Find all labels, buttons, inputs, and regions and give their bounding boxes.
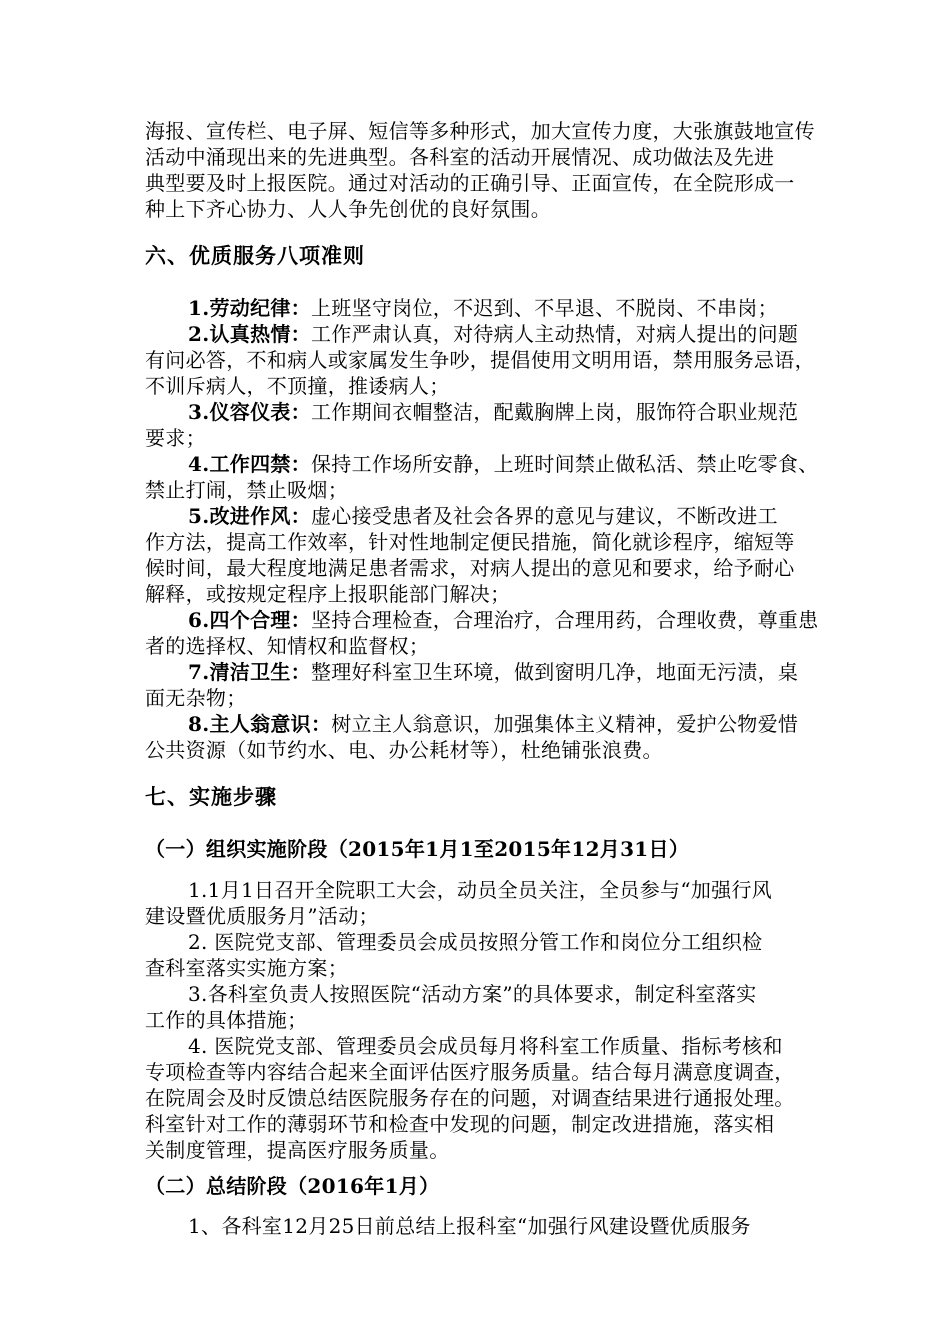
rule-label: 5.改进作风： — [188, 504, 311, 528]
rule-text: 工作严肃认真，对待病人主动热情，对病人提出的问题 — [310, 322, 799, 346]
step-item: 1.1月1日召开全院职工大会，动员全员关注，全员参与“加强行风 — [188, 878, 773, 902]
step-text-line: 建设暨优质服务月”活动； — [145, 904, 379, 928]
step-item: 4. 医院党支部、管理委员会成员每月将科室工作质量、指标考核和 — [188, 1034, 783, 1058]
rule-label: 7.清洁卫生： — [188, 660, 311, 684]
rule-text-line: 作方法，提高工作效率，针对性地制定便民措施，简化就诊程序，缩短等 — [145, 530, 795, 554]
step-text-line: 查科室落实实施方案； — [145, 956, 348, 980]
rule-item — [188, 607, 838, 633]
step-item: 1、各科室12月25日前总结上报科室“加强行风建设暨优质服务 — [188, 1214, 751, 1238]
rule-label: 3.仪容仪表： — [188, 400, 311, 424]
rule-item — [188, 295, 838, 321]
rule-text-line: 禁止打闹，禁止吸烟； — [145, 478, 348, 502]
rule-text: 工作期间衣帽整洁，配戴胸牌上岗，服饰符合职业规范 — [310, 400, 799, 424]
rule-label: 1.劳动纪律： — [188, 296, 311, 320]
section-7-heading: 七、实施步骤 — [145, 784, 277, 809]
rule-text-line: 要求； — [145, 426, 206, 450]
rule-text-line: 公共资源（如节约水、电、办公耗材等），杜绝铺张浪费。 — [145, 738, 663, 762]
rule-text: 树立主人翁意识，加强集体主义精神，爱护公物爱惜 — [331, 712, 799, 736]
rule-item — [188, 659, 838, 685]
rule-item — [188, 399, 838, 425]
rule-label: 8.主人翁意识： — [188, 712, 332, 736]
step-item: 2. 医院党支部、管理委员会成员按照分管工作和岗位分工组织检 — [188, 930, 763, 954]
rule-text-line: 者的选择权、知情权和监督权； — [145, 634, 430, 658]
rule-text-line: 不训斥病人，不顶撞，推诿病人； — [145, 374, 450, 398]
rule-text: 坚持合理检查，合理治疗，合理用药，合理收费，尊重患 — [310, 608, 819, 632]
step-text-line: 科室针对工作的薄弱环节和检查中发现的问题，制定改进措施，落实相 — [145, 1112, 775, 1136]
section-6-heading: 六、优质服务八项准则 — [145, 243, 365, 268]
rule-text-line: 有问必答，不和病人或家属发生争吵，提倡使用文明用语，禁用服务忌语， — [145, 348, 815, 372]
rule-text-line: 候时间，最大程度地满足患者需求，对病人提出的意见和要求，给予耐心 — [145, 556, 795, 580]
rule-item — [188, 321, 838, 347]
intro-line: 海报、宣传栏、电子屏、短信等多种形式，加大宣传力度，大张旗鼓地宣传 — [145, 119, 815, 143]
rule-text-line: 解释，或按规定程序上报职能部门解决； — [145, 582, 511, 606]
intro-line: 种上下齐心协力、人人争先创优的良好氛围。 — [145, 197, 551, 221]
phase-1-heading: （一）组织实施阶段（2015年1月1至2015年12月31日） — [145, 837, 690, 861]
rule-item — [188, 503, 838, 529]
rule-label: 6.四个合理： — [188, 608, 311, 632]
intro-line: 活动中涌现出来的先进典型。各科室的活动开展情况、成功做法及先进 — [145, 145, 775, 169]
rule-item — [188, 451, 838, 477]
step-text-line: 专项检查等内容结合起来全面评估医疗服务质量。结合每月满意度调查， — [145, 1060, 795, 1084]
intro-line: 典型要及时上报医院。通过对活动的正确引导、正面宣传，在全院形成一 — [145, 171, 795, 195]
step-text-line: 在院周会及时反馈总结医院服务存在的问题，对调查结果进行通报处理。 — [145, 1086, 795, 1110]
rule-text: 整理好科室卫生环境，做到窗明几净，地面无污渍，桌 — [310, 660, 799, 684]
rule-label: 2.认真热情： — [188, 322, 311, 346]
rule-item — [188, 711, 838, 737]
rule-label: 4.工作四禁： — [188, 452, 311, 476]
step-text-line: 工作的具体措施； — [145, 1008, 308, 1032]
rule-text: 上班坚守岗位，不迟到、不早退、不脱岗、不串岗； — [310, 296, 778, 320]
phase-2-heading: （二）总结阶段（2016年1月） — [145, 1174, 440, 1198]
rule-text-line: 面无杂物； — [145, 686, 247, 710]
step-text-line: 关制度管理，提高医疗服务质量。 — [145, 1138, 450, 1162]
rule-text: 保持工作场所安静，上班时间禁止做私活、禁止吃零食、 — [310, 452, 819, 476]
rule-text: 虚心接受患者及社会各界的意见与建议，不断改进工 — [310, 504, 778, 528]
step-item: 3.各科室负责人按照医院“活动方案”的具体要求，制定科室落实 — [188, 982, 757, 1006]
